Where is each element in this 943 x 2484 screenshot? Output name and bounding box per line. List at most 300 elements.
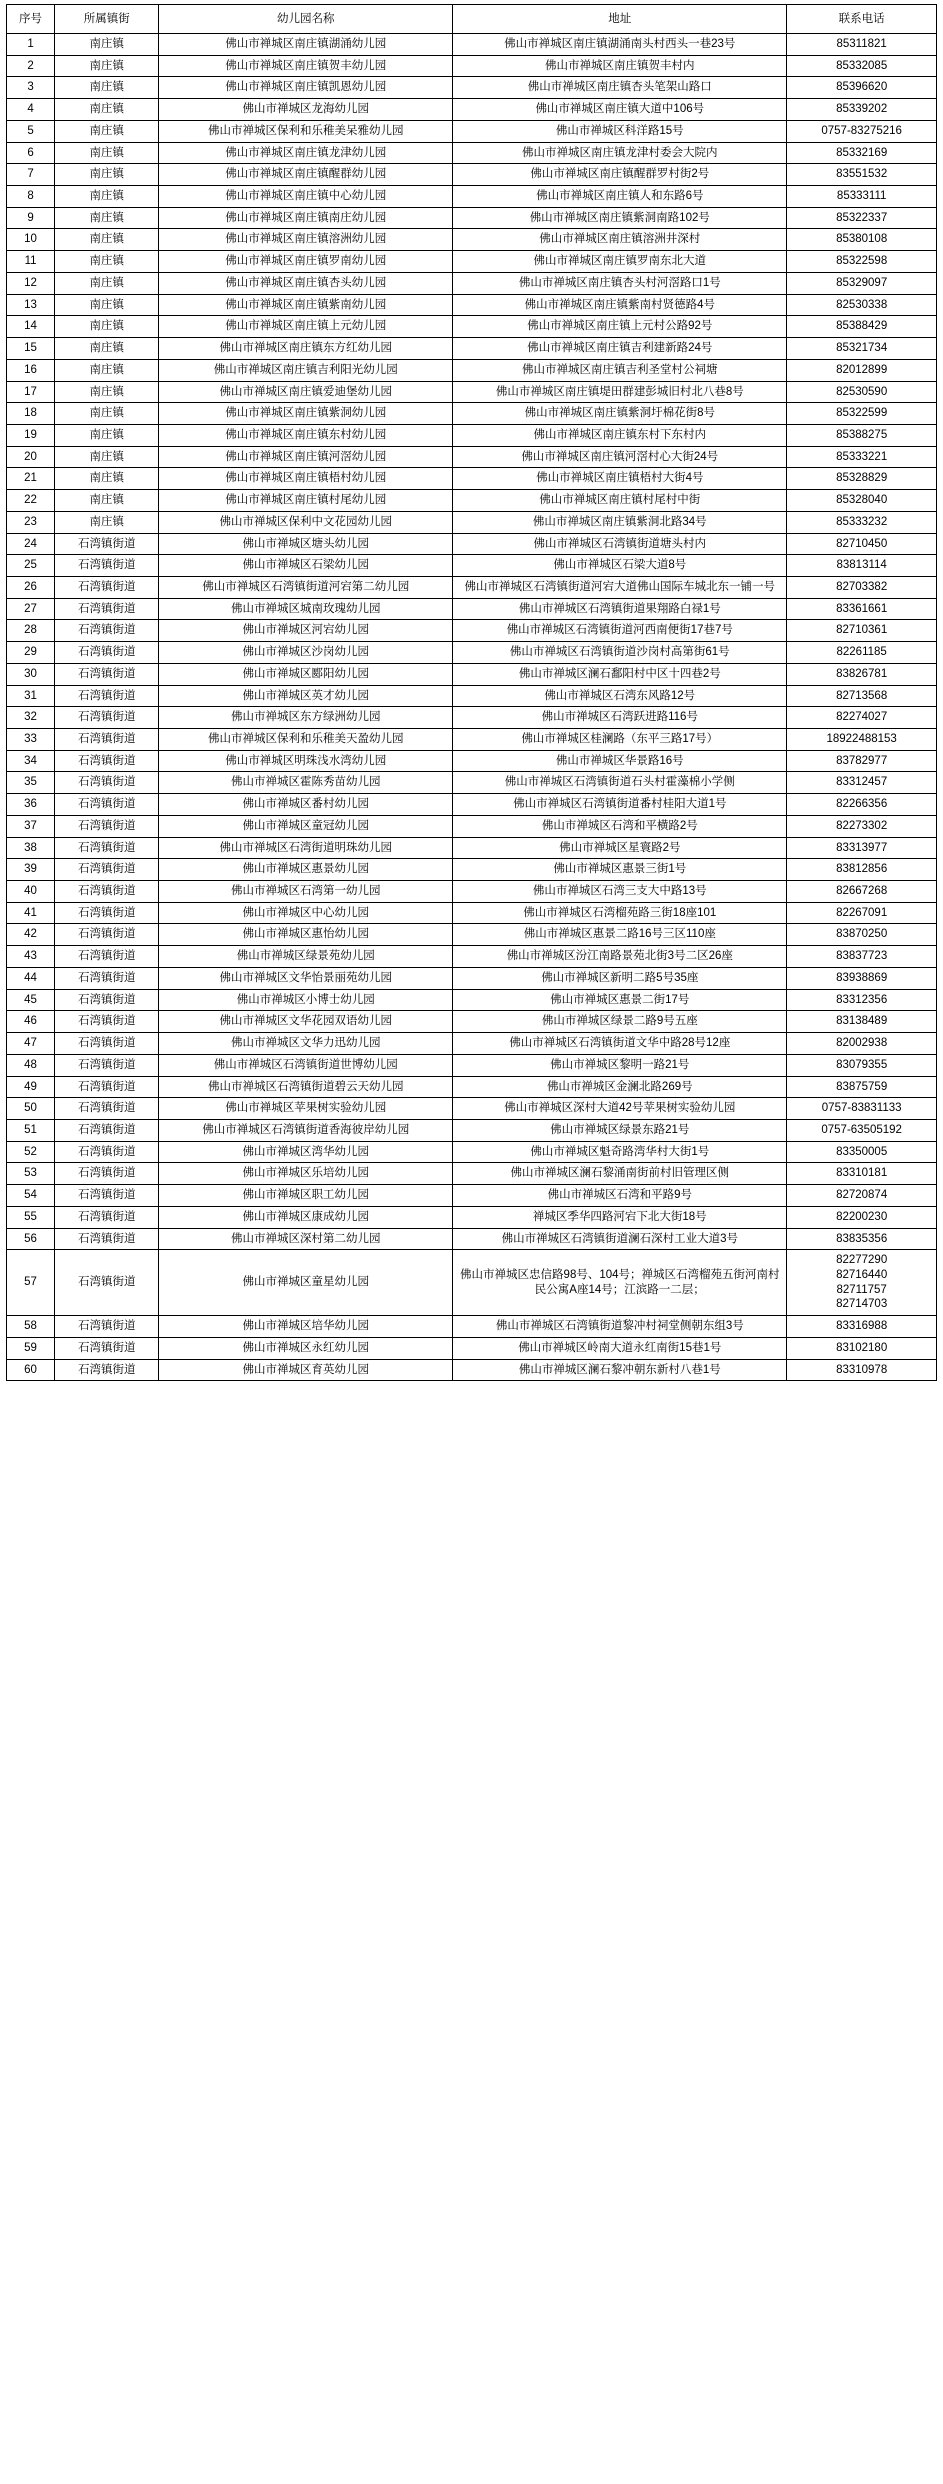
row-phone: 85333111	[787, 186, 937, 208]
row-town: 石湾镇街道	[55, 1250, 159, 1316]
row-address: 佛山市禅城区石湾和平横路2号	[453, 815, 787, 837]
row-address: 佛山市禅城区金澜北路269号	[453, 1076, 787, 1098]
table-row	[7, 729, 937, 751]
row-address: 佛山市禅城区惠景二街17号	[453, 989, 787, 1011]
row-town: 南庄镇	[55, 381, 159, 403]
table-row	[7, 34, 937, 56]
row-phone: 83875759	[787, 1076, 937, 1098]
row-town: 南庄镇	[55, 490, 159, 512]
row-index: 58	[7, 1316, 55, 1338]
row-index: 31	[7, 685, 55, 707]
row-address: 佛山市禅城区石湾镇街道石头村霍藻棉小学侧	[453, 772, 787, 794]
row-index: 7	[7, 164, 55, 186]
table-row	[7, 272, 937, 294]
row-school-name: 佛山市禅城区南庄镇醒群幼儿园	[159, 164, 453, 186]
row-town: 石湾镇街道	[55, 576, 159, 598]
table-row	[7, 1228, 937, 1250]
row-town: 石湾镇街道	[55, 859, 159, 881]
row-school-name: 佛山市禅城区乐培幼儿园	[159, 1163, 453, 1185]
row-index: 49	[7, 1076, 55, 1098]
table-row	[7, 1141, 937, 1163]
table-row	[7, 1163, 937, 1185]
row-address: 佛山市禅城区南庄镇上元村公路92号	[453, 316, 787, 338]
row-school-name: 佛山市禅城区南庄镇贺丰幼儿园	[159, 55, 453, 77]
row-school-name: 佛山市禅城区番村幼儿园	[159, 794, 453, 816]
row-phone: 18922488153	[787, 729, 937, 751]
row-phone: 83316988	[787, 1316, 937, 1338]
row-address: 佛山市禅城区南庄镇罗南东北大道	[453, 251, 787, 273]
row-phone: 0757-83275216	[787, 120, 937, 142]
row-school-name: 佛山市禅城区深村第二幼儿园	[159, 1228, 453, 1250]
row-town: 石湾镇街道	[55, 1228, 159, 1250]
row-town: 石湾镇街道	[55, 533, 159, 555]
row-address: 佛山市禅城区澜石黎冲朝东新村八巷1号	[453, 1359, 787, 1381]
table-row	[7, 1337, 937, 1359]
row-phone: 82002938	[787, 1033, 937, 1055]
row-phone: 85321734	[787, 338, 937, 360]
row-phone: 83938869	[787, 967, 937, 989]
row-phone: 83812856	[787, 859, 937, 881]
row-address: 佛山市禅城区南庄镇湖涌南头村西头一巷23号	[453, 34, 787, 56]
row-school-name: 佛山市禅城区英才幼儿园	[159, 685, 453, 707]
row-town: 石湾镇街道	[55, 750, 159, 772]
row-phone: 85328829	[787, 468, 937, 490]
row-phone: 82710361	[787, 620, 937, 642]
row-address: 佛山市禅城区石湾三支大中路13号	[453, 881, 787, 903]
row-index: 27	[7, 598, 55, 620]
row-address: 佛山市禅城区南庄镇紫洞北路34号	[453, 511, 787, 533]
row-town: 石湾镇街道	[55, 555, 159, 577]
table-row	[7, 511, 937, 533]
row-address: 佛山市禅城区南庄镇吉利建新路24号	[453, 338, 787, 360]
row-index: 9	[7, 207, 55, 229]
row-phone: 82530338	[787, 294, 937, 316]
row-phone: 85396620	[787, 77, 937, 99]
row-school-name: 佛山市禅城区南庄镇梧村幼儿园	[159, 468, 453, 490]
column-header-address: 地址	[453, 5, 787, 34]
table-row	[7, 815, 937, 837]
row-index: 11	[7, 251, 55, 273]
row-phone: 83837723	[787, 946, 937, 968]
row-school-name: 佛山市禅城区中心幼儿园	[159, 902, 453, 924]
row-address: 佛山市禅城区石湾镇街道番村桂阳大道1号	[453, 794, 787, 816]
row-index: 4	[7, 99, 55, 121]
table-row	[7, 576, 937, 598]
row-phone: 85329097	[787, 272, 937, 294]
table-row	[7, 1098, 937, 1120]
row-index: 22	[7, 490, 55, 512]
row-school-name: 佛山市禅城区城南玫瑰幼儿园	[159, 598, 453, 620]
row-school-name: 佛山市禅城区康成幼儿园	[159, 1206, 453, 1228]
row-index: 47	[7, 1033, 55, 1055]
table-row	[7, 1076, 937, 1098]
row-school-name: 佛山市禅城区南庄镇杏头幼儿园	[159, 272, 453, 294]
row-address: 佛山市禅城区惠景三街1号	[453, 859, 787, 881]
row-town: 南庄镇	[55, 229, 159, 251]
row-address: 佛山市禅城区石湾镇街道河西南便街17巷7号	[453, 620, 787, 642]
row-school-name: 佛山市禅城区惠怡幼儿园	[159, 924, 453, 946]
row-school-name: 佛山市禅城区石湾镇街道香海彼岸幼儿园	[159, 1119, 453, 1141]
row-index: 45	[7, 989, 55, 1011]
row-town: 南庄镇	[55, 34, 159, 56]
row-address: 佛山市禅城区星寰路2号	[453, 837, 787, 859]
row-address: 佛山市禅城区新明二路5号35座	[453, 967, 787, 989]
table-row	[7, 663, 937, 685]
row-town: 石湾镇街道	[55, 642, 159, 664]
row-school-name: 佛山市禅城区小博士幼儿园	[159, 989, 453, 1011]
table-row	[7, 359, 937, 381]
row-address: 佛山市禅城区绿景二路9号五座	[453, 1011, 787, 1033]
table-row	[7, 316, 937, 338]
row-address: 佛山市禅城区石湾镇街道果翔路白禄1号	[453, 598, 787, 620]
row-school-name: 佛山市禅城区南庄镇东村幼儿园	[159, 424, 453, 446]
table-row	[7, 967, 937, 989]
row-phone: 82266356	[787, 794, 937, 816]
row-town: 南庄镇	[55, 186, 159, 208]
row-town: 石湾镇街道	[55, 1316, 159, 1338]
table-row	[7, 1185, 937, 1207]
row-phone: 83138489	[787, 1011, 937, 1033]
row-phone: 83782977	[787, 750, 937, 772]
row-town: 石湾镇街道	[55, 1185, 159, 1207]
row-school-name: 佛山市禅城区南庄镇村尾幼儿园	[159, 490, 453, 512]
row-school-name: 佛山市禅城区南庄镇龙津幼儿园	[159, 142, 453, 164]
row-address: 佛山市禅城区惠景二路16号三区110座	[453, 924, 787, 946]
row-school-name: 佛山市禅城区永红幼儿园	[159, 1337, 453, 1359]
table-row	[7, 120, 937, 142]
row-school-name: 佛山市禅城区南庄镇罗南幼儿园	[159, 251, 453, 273]
row-address: 佛山市禅城区澜石鄱阳村中区十四巷2号	[453, 663, 787, 685]
table-row	[7, 555, 937, 577]
row-school-name: 佛山市禅城区石梁幼儿园	[159, 555, 453, 577]
row-school-name: 佛山市禅城区石湾镇街道河宕第二幼儿园	[159, 576, 453, 598]
row-phone: 85388429	[787, 316, 937, 338]
row-address: 佛山市禅城区黎明一路21号	[453, 1054, 787, 1076]
row-town: 南庄镇	[55, 77, 159, 99]
row-index: 53	[7, 1163, 55, 1185]
row-town: 南庄镇	[55, 251, 159, 273]
row-town: 石湾镇街道	[55, 707, 159, 729]
row-school-name: 佛山市禅城区东方绿洲幼儿园	[159, 707, 453, 729]
row-town: 石湾镇街道	[55, 1337, 159, 1359]
row-index: 18	[7, 403, 55, 425]
row-index: 24	[7, 533, 55, 555]
row-phone: 82667268	[787, 881, 937, 903]
row-school-name: 佛山市禅城区文华花园双语幼儿园	[159, 1011, 453, 1033]
row-index: 60	[7, 1359, 55, 1381]
table-row	[7, 794, 937, 816]
row-index: 44	[7, 967, 55, 989]
row-address: 佛山市禅城区石湾跃进路116号	[453, 707, 787, 729]
column-header-name: 幼儿园名称	[159, 5, 453, 34]
row-phone: 85311821	[787, 34, 937, 56]
row-index: 19	[7, 424, 55, 446]
row-address: 禅城区季华四路河宕下北大街18号	[453, 1206, 787, 1228]
row-town: 石湾镇街道	[55, 685, 159, 707]
row-town: 石湾镇街道	[55, 1163, 159, 1185]
row-school-name: 佛山市禅城区石湾镇街道碧云天幼儿园	[159, 1076, 453, 1098]
row-address: 佛山市禅城区南庄镇杏头村河滘路口1号	[453, 272, 787, 294]
table-row	[7, 642, 937, 664]
row-phone: 83102180	[787, 1337, 937, 1359]
row-address: 佛山市禅城区绿景东路21号	[453, 1119, 787, 1141]
row-address: 佛山市禅城区石湾镇街道文华中路28号12座	[453, 1033, 787, 1055]
row-school-name: 佛山市禅城区保利和乐稚美天盈幼儿园	[159, 729, 453, 751]
row-address: 佛山市禅城区澜石黎涌南街前村旧管理区侧	[453, 1163, 787, 1185]
row-town: 南庄镇	[55, 272, 159, 294]
row-index: 56	[7, 1228, 55, 1250]
table-row	[7, 881, 937, 903]
row-index: 51	[7, 1119, 55, 1141]
row-town: 南庄镇	[55, 403, 159, 425]
row-school-name: 佛山市禅城区南庄镇上元幼儿园	[159, 316, 453, 338]
table-row	[7, 99, 937, 121]
row-address: 佛山市禅城区南庄镇龙津村委会大院内	[453, 142, 787, 164]
row-town: 石湾镇街道	[55, 946, 159, 968]
row-phone: 82713568	[787, 685, 937, 707]
row-phone: 83313977	[787, 837, 937, 859]
row-town: 石湾镇街道	[55, 794, 159, 816]
row-town: 南庄镇	[55, 142, 159, 164]
row-address: 佛山市禅城区深村大道42号苹果树实验幼儿园	[453, 1098, 787, 1120]
table-row	[7, 338, 937, 360]
row-index: 16	[7, 359, 55, 381]
row-school-name: 佛山市禅城区郾阳幼儿园	[159, 663, 453, 685]
row-town: 石湾镇街道	[55, 1206, 159, 1228]
table-row	[7, 772, 937, 794]
row-index: 14	[7, 316, 55, 338]
row-address: 佛山市禅城区南庄镇村尾村中街	[453, 490, 787, 512]
table-row	[7, 924, 937, 946]
row-address: 佛山市禅城区南庄镇东村下东村内	[453, 424, 787, 446]
row-school-name: 佛山市禅城区石湾街道明珠幼儿园	[159, 837, 453, 859]
row-school-name: 佛山市禅城区苹果树实验幼儿园	[159, 1098, 453, 1120]
table-row	[7, 55, 937, 77]
table-row	[7, 620, 937, 642]
row-address: 佛山市禅城区南庄镇梧村大街4号	[453, 468, 787, 490]
row-town: 石湾镇街道	[55, 989, 159, 1011]
table-header-row	[7, 5, 937, 34]
row-index: 35	[7, 772, 55, 794]
row-town: 南庄镇	[55, 120, 159, 142]
row-school-name: 佛山市禅城区南庄镇爱迪堡幼儿园	[159, 381, 453, 403]
row-phone: 83312356	[787, 989, 937, 1011]
row-address: 佛山市禅城区南庄镇吉利圣堂村公祠塘	[453, 359, 787, 381]
row-phone: 83826781	[787, 663, 937, 685]
table-row	[7, 1206, 937, 1228]
row-town: 南庄镇	[55, 468, 159, 490]
table-row	[7, 229, 937, 251]
row-phone: 82274027	[787, 707, 937, 729]
column-header-town: 所属镇街	[55, 5, 159, 34]
table-row	[7, 598, 937, 620]
row-address: 佛山市禅城区南庄镇杏头笔架山路口	[453, 77, 787, 99]
row-index: 12	[7, 272, 55, 294]
row-school-name: 佛山市禅城区石湾镇街道世博幼儿园	[159, 1054, 453, 1076]
row-index: 48	[7, 1054, 55, 1076]
row-school-name: 佛山市禅城区南庄镇东方红幼儿园	[159, 338, 453, 360]
row-phone: 83310181	[787, 1163, 937, 1185]
row-address: 佛山市禅城区南庄镇贺丰村内	[453, 55, 787, 77]
row-school-name: 佛山市禅城区河宕幼儿园	[159, 620, 453, 642]
row-phone: 85328040	[787, 490, 937, 512]
row-phone: 82200230	[787, 1206, 937, 1228]
row-town: 石湾镇街道	[55, 1076, 159, 1098]
row-town: 南庄镇	[55, 446, 159, 468]
row-address: 佛山市禅城区南庄镇紫南村贤德路4号	[453, 294, 787, 316]
table-row	[7, 946, 937, 968]
row-phone: 83312457	[787, 772, 937, 794]
row-phone: 85339202	[787, 99, 937, 121]
row-index: 59	[7, 1337, 55, 1359]
table-row	[7, 77, 937, 99]
row-address: 佛山市禅城区石湾镇街道黎冲村祠堂侧朝东组3号	[453, 1316, 787, 1338]
row-phone: 85322599	[787, 403, 937, 425]
table-row	[7, 1011, 937, 1033]
row-index: 36	[7, 794, 55, 816]
row-index: 8	[7, 186, 55, 208]
row-index: 34	[7, 750, 55, 772]
row-index: 10	[7, 229, 55, 251]
table-row	[7, 186, 937, 208]
row-address: 佛山市禅城区南庄镇河滘村心大街24号	[453, 446, 787, 468]
row-school-name: 佛山市禅城区石湾第一幼儿园	[159, 881, 453, 903]
kindergarten-table	[6, 4, 937, 1381]
table-row	[7, 989, 937, 1011]
row-school-name: 佛山市禅城区保利和乐稚美呆雅幼儿园	[159, 120, 453, 142]
row-town: 南庄镇	[55, 164, 159, 186]
row-phone: 85322337	[787, 207, 937, 229]
row-school-name: 佛山市禅城区龙海幼儿园	[159, 99, 453, 121]
row-school-name: 佛山市禅城区培华幼儿园	[159, 1316, 453, 1338]
row-address: 佛山市禅城区南庄镇紫洞圩棉花街8号	[453, 403, 787, 425]
row-town: 南庄镇	[55, 316, 159, 338]
row-school-name: 佛山市禅城区南庄镇湖涌幼儿园	[159, 34, 453, 56]
row-town: 石湾镇街道	[55, 1033, 159, 1055]
row-index: 5	[7, 120, 55, 142]
row-school-name: 佛山市禅城区职工幼儿园	[159, 1185, 453, 1207]
table-row	[7, 1033, 937, 1055]
row-index: 21	[7, 468, 55, 490]
row-address: 佛山市禅城区汾江南路景苑北街3号二区26座	[453, 946, 787, 968]
row-address: 佛山市禅城区石湾榴苑路三街18座101	[453, 902, 787, 924]
row-town: 南庄镇	[55, 55, 159, 77]
row-school-name: 佛山市禅城区文华力迅幼儿园	[159, 1033, 453, 1055]
table-row	[7, 468, 937, 490]
table-row	[7, 1250, 937, 1316]
table-row	[7, 859, 937, 881]
row-address: 佛山市禅城区石湾镇街道澜石深村工业大道3号	[453, 1228, 787, 1250]
row-phone: 83361661	[787, 598, 937, 620]
row-phone: 82277290 82716440 82711757 82714703	[787, 1250, 937, 1316]
row-index: 42	[7, 924, 55, 946]
row-phone: 82267091	[787, 902, 937, 924]
row-school-name: 佛山市禅城区南庄镇溶洲幼儿园	[159, 229, 453, 251]
row-school-name: 佛山市禅城区文华怡景丽苑幼儿园	[159, 967, 453, 989]
row-school-name: 佛山市禅城区南庄镇紫洞幼儿园	[159, 403, 453, 425]
row-index: 6	[7, 142, 55, 164]
row-school-name: 佛山市禅城区明珠浅水湾幼儿园	[159, 750, 453, 772]
row-address: 佛山市禅城区石湾镇街道沙岗村高第街61号	[453, 642, 787, 664]
row-phone: 83870250	[787, 924, 937, 946]
row-town: 石湾镇街道	[55, 729, 159, 751]
row-index: 57	[7, 1250, 55, 1316]
row-index: 39	[7, 859, 55, 881]
row-phone: 83551532	[787, 164, 937, 186]
table-row	[7, 164, 937, 186]
row-town: 南庄镇	[55, 338, 159, 360]
row-address: 佛山市禅城区南庄镇溶洲井深村	[453, 229, 787, 251]
row-address: 佛山市禅城区石梁大道8号	[453, 555, 787, 577]
row-index: 43	[7, 946, 55, 968]
row-school-name: 佛山市禅城区保利中文花园幼儿园	[159, 511, 453, 533]
row-phone: 82530590	[787, 381, 937, 403]
row-town: 石湾镇街道	[55, 881, 159, 903]
row-address: 佛山市禅城区石湾镇街道河宕大道佛山国际车城北东一铺一号	[453, 576, 787, 598]
table-row	[7, 707, 937, 729]
row-town: 石湾镇街道	[55, 902, 159, 924]
row-phone: 85388275	[787, 424, 937, 446]
row-phone: 82710450	[787, 533, 937, 555]
row-town: 石湾镇街道	[55, 815, 159, 837]
row-school-name: 佛山市禅城区南庄镇紫南幼儿园	[159, 294, 453, 316]
row-index: 2	[7, 55, 55, 77]
row-town: 石湾镇街道	[55, 620, 159, 642]
row-index: 50	[7, 1098, 55, 1120]
row-phone: 83079355	[787, 1054, 937, 1076]
row-address: 佛山市禅城区岭南大道永红南街15巷1号	[453, 1337, 787, 1359]
row-index: 17	[7, 381, 55, 403]
row-town: 南庄镇	[55, 99, 159, 121]
row-town: 石湾镇街道	[55, 967, 159, 989]
row-index: 30	[7, 663, 55, 685]
row-address: 佛山市禅城区忠信路98号、104号；禅城区石湾榴苑五街河南村民公寓A座14号；江滨路一二层；	[453, 1250, 787, 1316]
row-school-name: 佛山市禅城区霍陈秀苗幼儿园	[159, 772, 453, 794]
row-town: 南庄镇	[55, 207, 159, 229]
table-row	[7, 685, 937, 707]
row-phone: 85332169	[787, 142, 937, 164]
row-address: 佛山市禅城区南庄镇大道中106号	[453, 99, 787, 121]
row-school-name: 佛山市禅城区南庄镇中心幼儿园	[159, 186, 453, 208]
row-town: 石湾镇街道	[55, 924, 159, 946]
row-address: 佛山市禅城区石湾东风路12号	[453, 685, 787, 707]
row-address: 佛山市禅城区南庄镇堤田群建彭城旧村北八巷8号	[453, 381, 787, 403]
table-row	[7, 251, 937, 273]
row-school-name: 佛山市禅城区童冠幼儿园	[159, 815, 453, 837]
row-index: 52	[7, 1141, 55, 1163]
row-town: 石湾镇街道	[55, 1359, 159, 1381]
row-index: 20	[7, 446, 55, 468]
column-header-phone: 联系电话	[787, 5, 937, 34]
row-town: 石湾镇街道	[55, 1098, 159, 1120]
row-school-name: 佛山市禅城区育英幼儿园	[159, 1359, 453, 1381]
row-school-name: 佛山市禅城区绿景苑幼儿园	[159, 946, 453, 968]
row-index: 46	[7, 1011, 55, 1033]
row-address: 佛山市禅城区南庄镇醒群罗村街2号	[453, 164, 787, 186]
row-address: 佛山市禅城区华景路16号	[453, 750, 787, 772]
row-index: 25	[7, 555, 55, 577]
row-index: 37	[7, 815, 55, 837]
row-phone: 82703382	[787, 576, 937, 598]
row-address: 佛山市禅城区南庄镇紫洞南路102号	[453, 207, 787, 229]
row-index: 1	[7, 34, 55, 56]
row-index: 29	[7, 642, 55, 664]
table-row	[7, 403, 937, 425]
table-row	[7, 902, 937, 924]
row-address: 佛山市禅城区科洋路15号	[453, 120, 787, 142]
row-school-name: 佛山市禅城区惠景幼儿园	[159, 859, 453, 881]
table-row	[7, 142, 937, 164]
